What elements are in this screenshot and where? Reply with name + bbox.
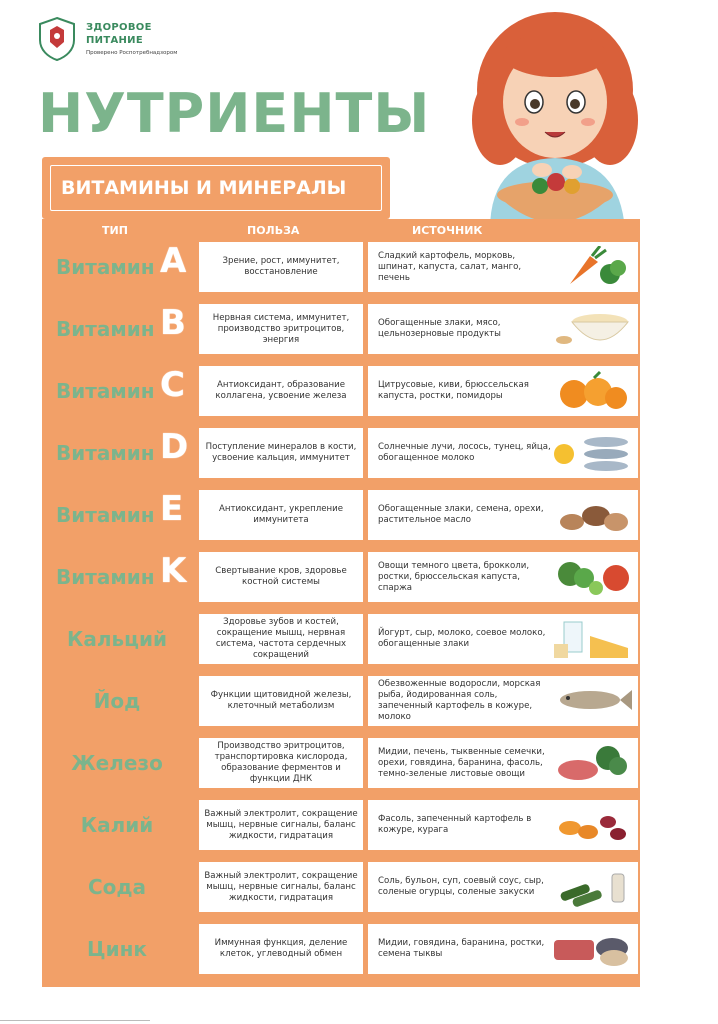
source-cell	[368, 366, 638, 416]
benefit-cell: Производство эритроцитов, транспортировка кислорода, образование ферментов и функции ДНК	[199, 738, 363, 788]
logo-text-line3: Проверено Роспотребнадзором	[86, 50, 178, 56]
source-cell	[368, 800, 638, 850]
benefit-cell: Поступление минералов в кости, усвоение кальция, иммунитет	[199, 428, 363, 478]
source-text: Йогурт, сыр, молоко, соевое молоко, обогащенные злаки	[378, 628, 546, 649]
logo-text-line2: ПИТАНИЕ	[86, 35, 143, 46]
nutrient-type: Цинк	[87, 937, 147, 961]
table-row	[42, 363, 640, 419]
vitamin-letter: C	[160, 365, 185, 405]
source-text: Сладкий картофель, морковь, шпинат, капуста, салат, манго, печень	[378, 250, 522, 283]
orange-icon	[550, 370, 632, 412]
dairy-icon	[550, 618, 632, 660]
benefit-cell: Важный электролит, сокращение мышц, нервные сигналы, баланс жидкости, гидратация	[199, 800, 363, 850]
table-row	[42, 797, 640, 853]
source-cell	[368, 676, 638, 726]
table-row	[42, 735, 640, 791]
nuts-icon	[550, 494, 632, 536]
benefit-cell: Важный электролит, сокращение мышц, нервные сигналы, баланс жидкости, гидратация	[199, 862, 363, 912]
source-cell	[368, 614, 638, 664]
vitamin-letter: A	[160, 241, 187, 281]
benefit-cell: Здоровье зубов и костей, сокращение мышц, нервная система, частота сердечных сокращений	[199, 614, 363, 664]
carrot-icon	[550, 246, 632, 288]
benefit-cell: Нервная система, иммунитет, производство эритроцитов, энергия	[199, 304, 363, 354]
vitamin-letter: E	[160, 489, 184, 529]
section-title: ВИТАМИНЫ И МИНЕРАЛЫ	[50, 165, 382, 211]
benefit-cell: Зрение, рост, иммунитет, восстановление	[199, 242, 363, 292]
nutrient-type: Железо	[71, 751, 163, 775]
source-cell	[368, 428, 638, 478]
source-text: Мидии, говядина, баранина, ростки, семена тыквы	[378, 938, 545, 959]
source-text: Обогащенные злаки, мясо, цельнозерновые продукты	[378, 318, 501, 339]
logo-text-line1: ЗДОРОВОЕ	[86, 22, 152, 33]
table-row	[42, 673, 640, 729]
table-row	[42, 239, 640, 295]
logo	[36, 16, 186, 66]
nutrient-type: Сода	[87, 875, 147, 899]
nutrients-table	[42, 219, 640, 987]
nutrient-type: Йод	[93, 689, 141, 713]
source-cell	[368, 738, 638, 788]
benefit-cell: Функции щитовидной железы, клеточный метаболизм	[199, 676, 363, 726]
source-text: Обезвоженные водоросли, морская рыба, йодированная соль, запеченный картофель в кожуре, молоко	[378, 679, 541, 722]
source-text: Овощи темного цвета, брокколи, ростки, брюссельская капуста, спаржа	[378, 560, 530, 593]
table-row	[42, 301, 640, 357]
source-text: Мидии, печень, тыквенные семечки, орехи, говядина, баранина, фасоль, темно-зеленые листовые овощи	[378, 746, 545, 779]
nutrient-type: Витамин	[56, 255, 155, 279]
bottom-rule	[0, 1020, 150, 1021]
source-text: Фасоль, запеченный картофель в кожуре, курага	[378, 814, 532, 835]
nutrient-type: Кальций	[67, 627, 167, 651]
source-text: Обогащенные злаки, семена, орехи, растительное масло	[378, 504, 544, 525]
table-row	[42, 549, 640, 605]
girl-illustration	[460, 10, 690, 230]
benefit-cell: Свертывание кров, здоровье костной системы	[199, 552, 363, 602]
source-cell	[368, 242, 638, 292]
vitamin-letter: B	[160, 303, 186, 343]
column-header-source: ИСТОЧНИК	[412, 224, 483, 237]
mussels-icon	[550, 928, 632, 970]
nutrient-type: Витамин	[56, 565, 155, 589]
source-cell	[368, 924, 638, 974]
benefit-cell: Иммунная функция, деление клеток, углеводный обмен	[199, 924, 363, 974]
column-header-benefit: ПОЛЬЗА	[247, 224, 300, 237]
source-cell	[368, 490, 638, 540]
emblem-icon	[36, 16, 78, 62]
section-header	[42, 157, 390, 219]
vitamin-letter: D	[160, 427, 189, 467]
nutrient-type: Витамин	[56, 441, 155, 465]
table-row	[42, 859, 640, 915]
table-row	[42, 425, 640, 481]
column-header-type: ТИП	[102, 224, 128, 237]
benefit-cell: Антиоксидант, образование коллагена, усвоение железа	[199, 366, 363, 416]
broccoli-icon	[550, 556, 632, 598]
beans-icon	[550, 804, 632, 846]
table-row	[42, 611, 640, 667]
nutrient-type: Витамин	[56, 379, 155, 403]
meat-greens-icon	[550, 742, 632, 784]
source-cell	[368, 862, 638, 912]
grain-bowl-icon	[550, 308, 632, 350]
page-title: НУТРИЕНТЫ	[38, 82, 431, 145]
source-cell	[368, 552, 638, 602]
benefit-cell: Антиоксидант, укрепление иммунитета	[199, 490, 363, 540]
table-row	[42, 921, 640, 977]
fish-icon	[550, 680, 632, 722]
nutrient-type: Витамин	[56, 317, 155, 341]
source-text: Соль, бульон, суп, соевый соус, сыр, соленые огурцы, соленые закуски	[378, 876, 544, 897]
nutrient-type: Калий	[80, 813, 154, 837]
nutrient-type: Витамин	[56, 503, 155, 527]
pickles-icon	[550, 866, 632, 908]
source-cell	[368, 304, 638, 354]
source-text: Цитрусовые, киви, брюссельская капуста, ростки, помидоры	[378, 380, 529, 401]
fish-sun-icon	[550, 432, 632, 474]
table-row	[42, 487, 640, 543]
source-text: Солнечные лучи, лосось, тунец, яйца, обогащенное молоко	[378, 442, 551, 463]
vitamin-letter: K	[160, 551, 187, 591]
